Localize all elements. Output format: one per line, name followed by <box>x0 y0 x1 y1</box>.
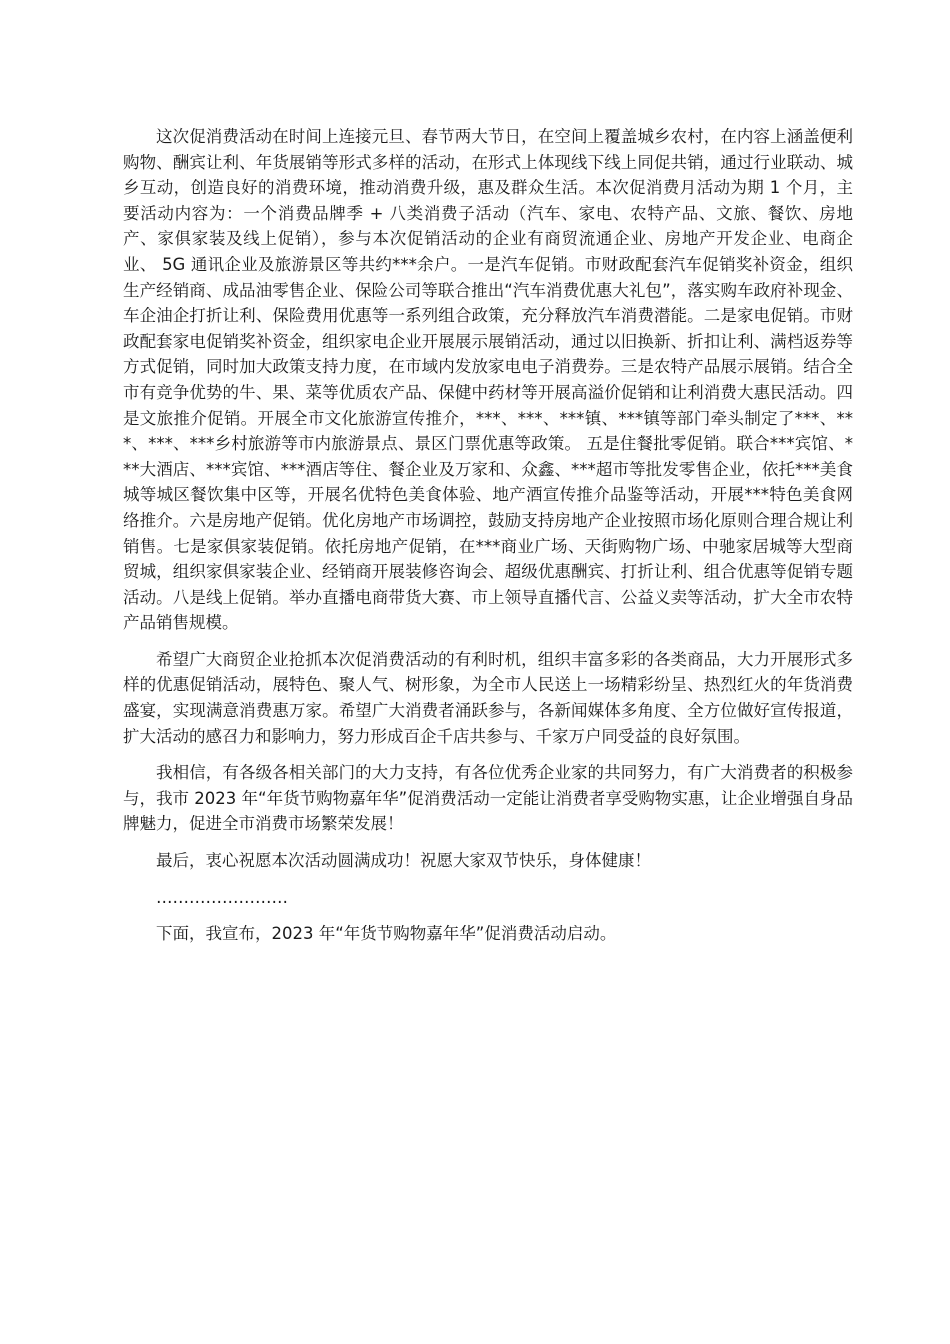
paragraph-ellipsis: …………………… <box>156 887 288 907</box>
paragraph-belief: 我相信，有各级各相关部门的大力支持，有各位优秀企业家的共同努力，有广大消费者的积极参与，我市 2023 年“年货节购物嘉年华”促消费活动一定能让消费者享受购物实惠，让企业增强自身品牌魅力，促进全市消费市场繁荣发展！ <box>123 763 853 834</box>
paragraph-announcement: 下面，我宣布，2023 年“年货节购物嘉年华”促消费活动启动。 <box>156 924 617 944</box>
paragraph-hope: 希望广大商贸企业抢抓本次促消费活动的有利时机，组织丰富多彩的各类商品，大力开展形式多样的优惠促销活动，展特色、聚人气、树形象，为全市人民送上一场精彩纷呈、热烈红火的年货消费盛宴，实现满意消费惠万家。希望广大消费者涌跃参与，各新闻媒体多角度、全方位做好宣传报道，扩大活动的感召力和影响力，努力形成百企千店共参与、千家万户同受益的良好氛围。 <box>123 649 853 746</box>
document-body <box>123 124 853 947</box>
paragraph-wishes: 最后，衷心祝愿本次活动圆满成功！祝愿大家双节快乐，身体健康！ <box>156 851 651 871</box>
paragraph-activities: 这次促消费活动在时间上连接元旦、春节两大节日，在空间上覆盖城乡农村，在内容上涵盖便利购物、酬宾让利、年货展销等形式多样的活动，在形式上体现线下线上同促共销，通过行业联动、城乡互动，创造良好的消费环境，推动消费升级，惠及群众生活。本次促消费月活动为期 1 个月，主要活动内容为：一个消费品牌季 + 八类消费子活动（汽车、家电、农特产品、文旅、餐饮、房地产、家俱家装及线上促销），参与本次促销活动的企业有商贸流通企业、房地产开发企业、电商企业、 5G 通讯企业及旅游景区等共约***余户。一是汽车促销。市财政配套汽车促销奖补资金，组织生产经销商、成品油零售企业、保险公司等联合推出“汽车消费优惠大礼包”，落实购车政府补现金、车企油企打折让利、保险费用优惠等一系列组合政策，充分释放汽车消费潜能。二是家电促销。市财政配套家电促销奖补资金，组织家电企业开展展示展销活动，通过以旧换新、折扣让利、满档返券等方式促销，同时加大政策支持力度，在市域内发放家电电子消费券。三是农特产品展示展销。结合全市有竞争优势的牛、果、菜等优质农产品、保健中药材等开展高溢价促销和让利消费大惠民活动。四是文旅推介促销。开展全市文化旅游宣传推介，***、***、***镇、***镇等部门牵头制定了***、***、***、***乡村旅游等市内旅游景点、景区门票优惠等政策。 五是住餐批零促销。联合***宾馆、***大酒店、***宾馆、***酒店等住、餐企业及万家和、众鑫、***超市等批发零售企业，依托***美食城等城区餐饮集中区等，开展名优特色美食体验、地产酒宣传推介品鉴等活动，开展***特色美食网络推介。六是房地产促销。优化房地产市场调控，鼓励支持房地产企业按照市场化原则合理合规让利销售。七是家俱家装促销。依托房地产促销，在***商业广场、天街购物广场、中驰家居城等大型商贸城，组织家俱家装企业、经销商开展装修咨询会、超级优惠酬宾、打折让利、组合优惠等促销专题活动。八是线上促销。举办直播电商带货大赛、市上领导直播代言、公益义卖等活动，扩大全市农特产品销售规模。 <box>123 127 853 633</box>
